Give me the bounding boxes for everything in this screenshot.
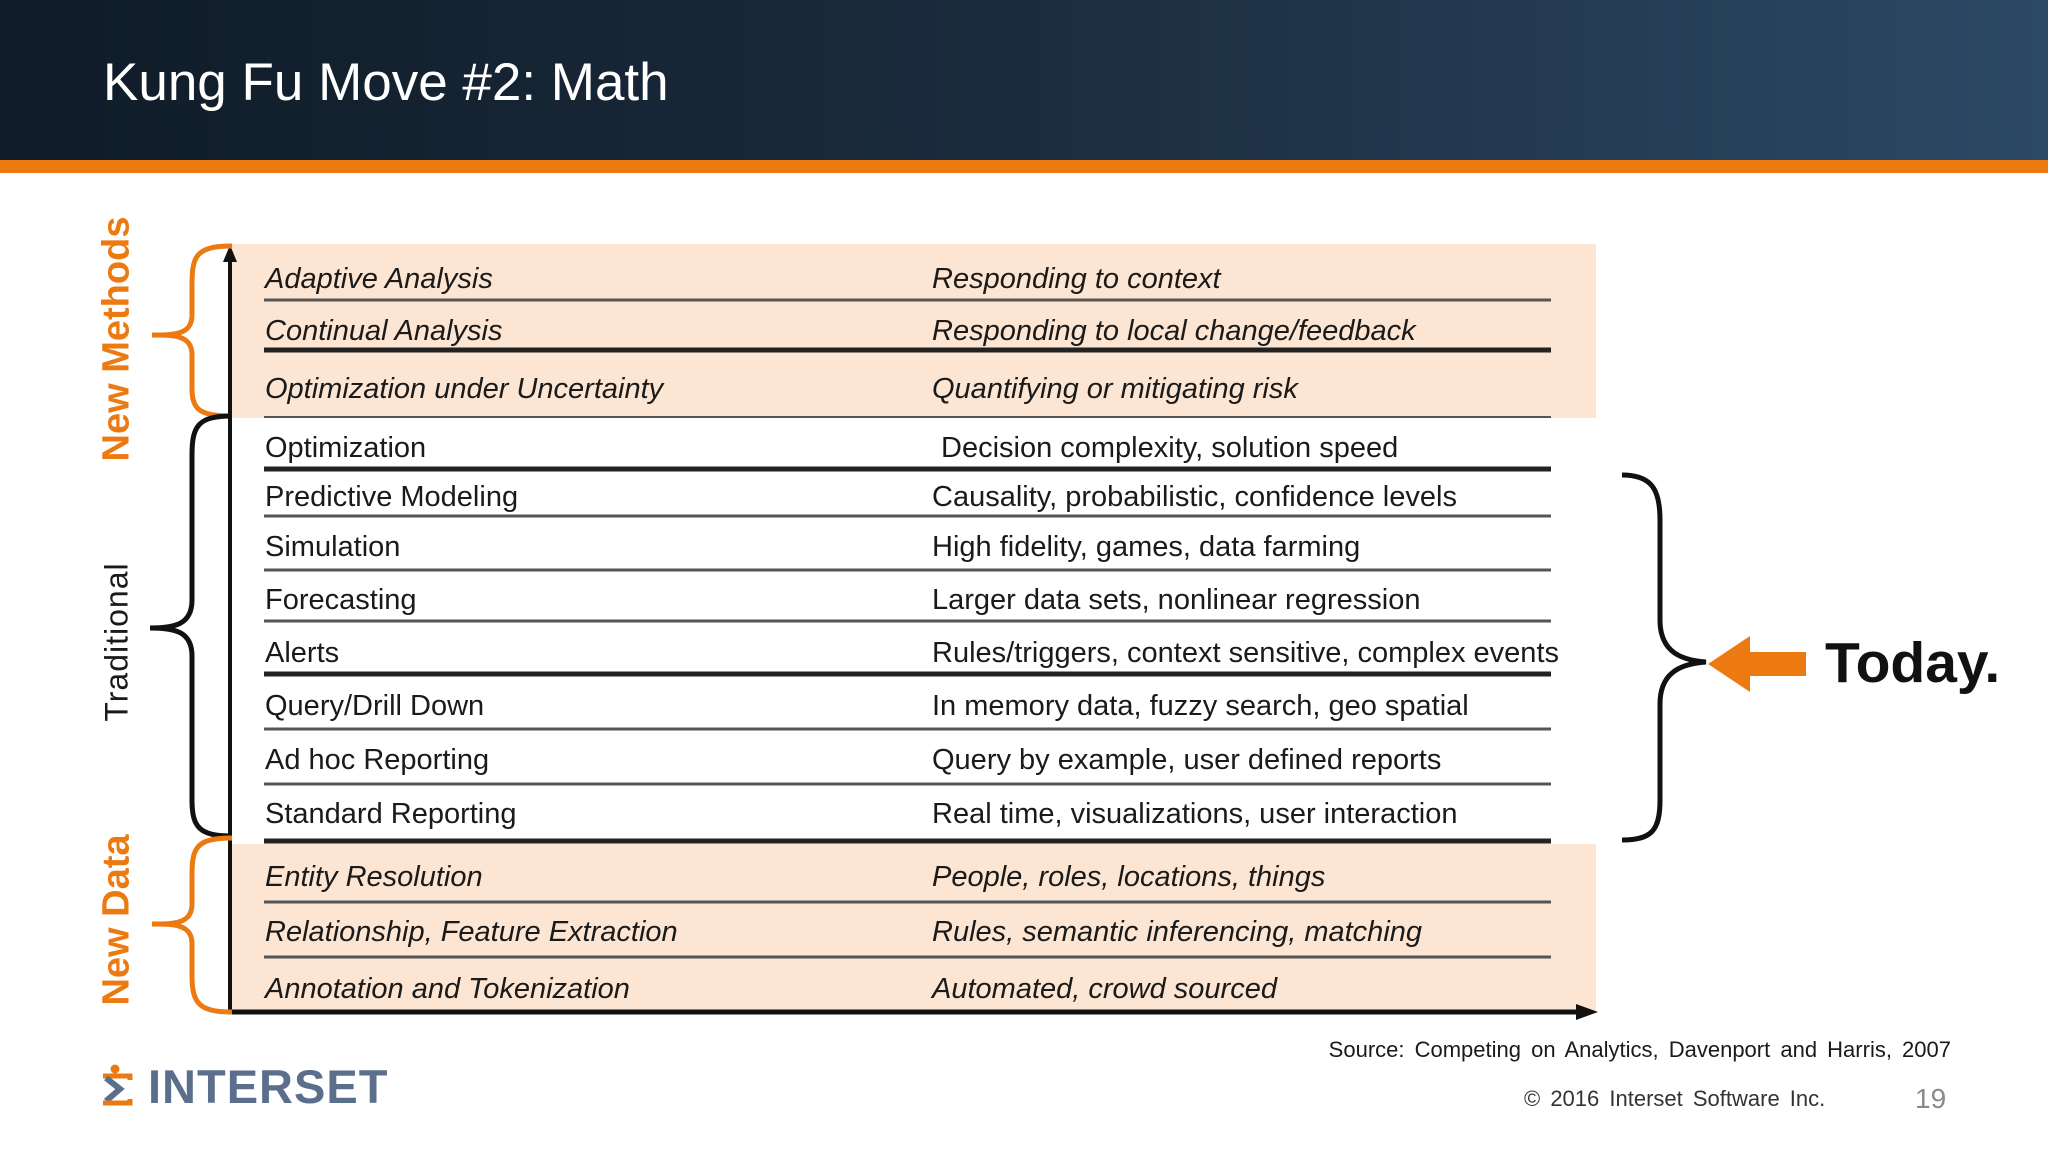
y-axis-arrow: [223, 245, 237, 1012]
method-name: Alerts: [265, 637, 340, 669]
method-name: Query/Drill Down: [265, 690, 485, 722]
method-name: Simulation: [265, 531, 401, 563]
page-number: 19: [1915, 1083, 1947, 1114]
method-detail: Quantifying or mitigating risk: [932, 373, 1298, 405]
sigma-logo-icon: [100, 1064, 134, 1108]
method-name: Entity Resolution: [265, 861, 483, 893]
method-name: Ad hoc Reporting: [265, 744, 490, 776]
today-brace: [1622, 475, 1706, 840]
method-name: Optimization under Uncertainty: [265, 373, 664, 405]
method-detail: In memory data, fuzzy search, geo spatial: [932, 690, 1469, 722]
method-name: Forecasting: [265, 584, 417, 616]
x-axis-arrow: [228, 1004, 1598, 1020]
method-detail: Rules, semantic inferencing, matching: [932, 916, 1423, 948]
method-detail: Responding to context: [932, 263, 1221, 295]
new-methods-label: New Methods: [95, 216, 138, 462]
method-detail: Responding to local change/feedback: [932, 315, 1416, 347]
logo-wordmark: INTERSET: [148, 1059, 389, 1113]
method-detail: High fidelity, games, data farming: [932, 531, 1361, 563]
method-name: Continual Analysis: [265, 315, 503, 347]
method-name: Standard Reporting: [265, 798, 517, 830]
method-name: Annotation and Tokenization: [265, 973, 630, 1005]
method-detail: Query by example, user defined reports: [932, 744, 1442, 776]
new-data-label: New Data: [95, 834, 138, 1006]
new-data-brace: [152, 838, 232, 1012]
method-detail: Rules/triggers, context sensitive, complex events: [932, 637, 1559, 669]
interset-logo: [100, 1056, 388, 1116]
method-name: Optimization: [265, 432, 427, 464]
method-detail: Real time, visualizations, user interaction: [932, 798, 1458, 830]
copyright-text: © 2016 Interset Software Inc.: [1524, 1086, 1826, 1111]
method-detail: People, roles, locations, things: [932, 861, 1326, 893]
method-detail: Decision complexity, solution speed: [941, 432, 1399, 464]
slide-title: Kung Fu Move #2: Math: [103, 53, 669, 112]
new-methods-brace: [152, 246, 232, 416]
traditional-brace: [150, 416, 232, 836]
traditional-label: Traditional: [98, 562, 135, 722]
method-name: Relationship, Feature Extraction: [265, 916, 678, 948]
today-arrow: [1708, 636, 1806, 692]
today-label: Today.: [1825, 631, 2001, 695]
method-detail: Causality, probabilistic, confidence levels: [932, 481, 1457, 513]
method-detail: Larger data sets, nonlinear regression: [932, 584, 1421, 616]
source-citation: Source: Competing on Analytics, Davenport and Harris, 2007: [1328, 1037, 1951, 1062]
method-name: Predictive Modeling: [265, 481, 519, 513]
row-dividers: [264, 300, 1551, 957]
method-name: Adaptive Analysis: [265, 263, 493, 295]
method-detail: Automated, crowd sourced: [932, 973, 1277, 1005]
